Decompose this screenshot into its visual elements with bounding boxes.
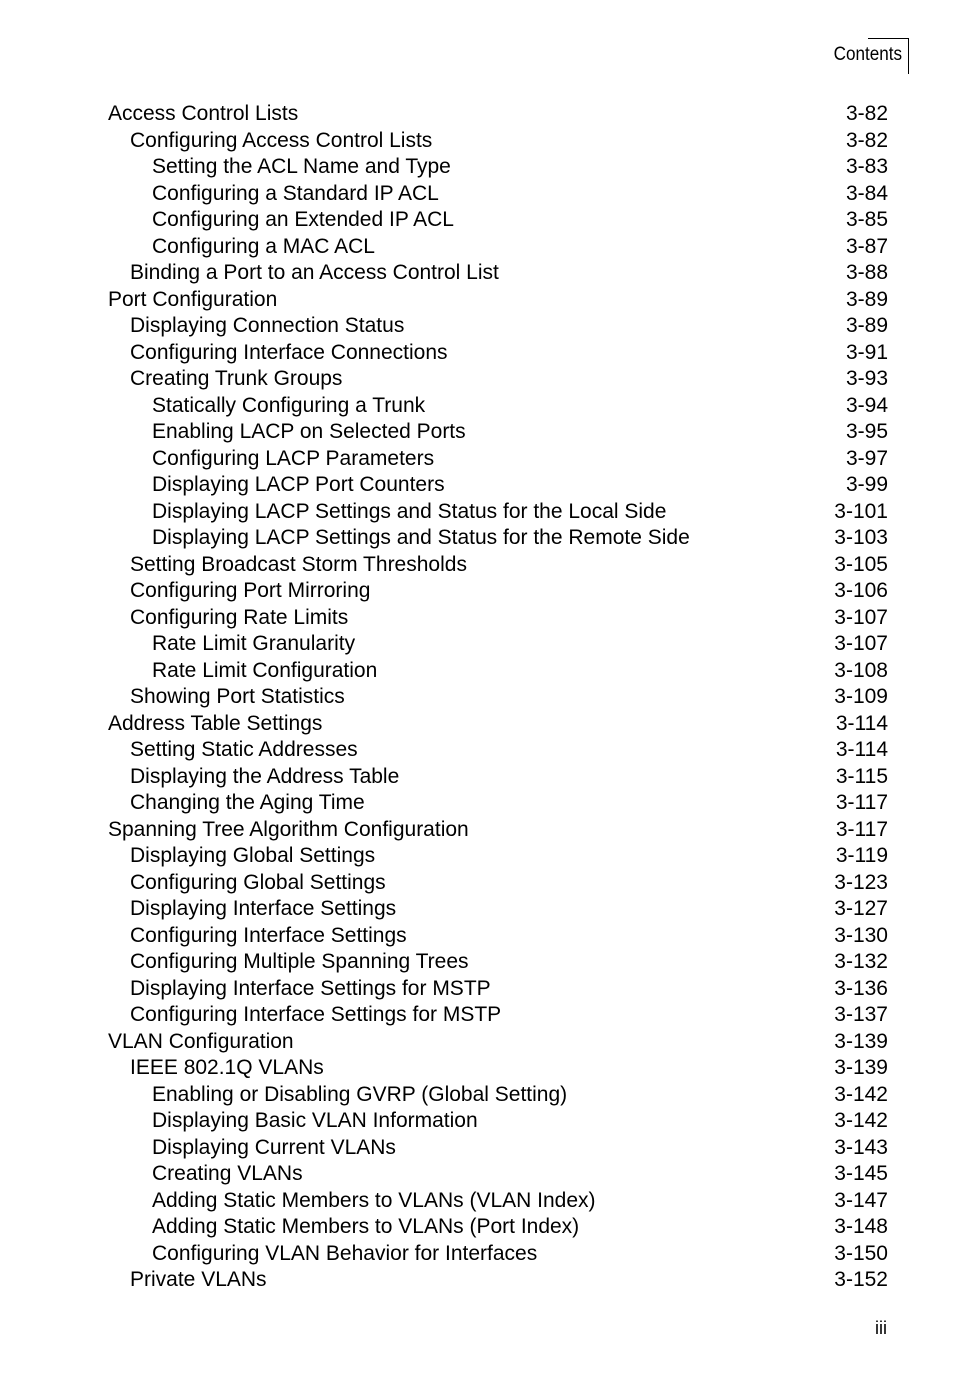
toc-entry-title: Configuring an Extended IP ACL [152, 208, 454, 231]
toc-entry-page: 3-82 [845, 102, 888, 125]
toc-entry-title: Spanning Tree Algorithm Configuration [108, 817, 469, 841]
toc-entry-title: Displaying Current VLANs [152, 1135, 396, 1159]
toc-entry-page: 3-101 [834, 499, 888, 523]
running-header: Contents [833, 44, 902, 65]
toc-entry-page: 3-119 [835, 844, 888, 867]
toc-entry-title: Displaying LACP Settings and Status for the Local Side [152, 499, 667, 523]
toc-entry[interactable] [108, 1135, 888, 1162]
toc-entry-page: 3-145 [834, 1162, 888, 1185]
toc-entry-page: 3-130 [834, 923, 888, 947]
table-of-contents [108, 101, 888, 1294]
toc-entry-page: 3-107 [834, 605, 888, 629]
toc-entry[interactable] [108, 207, 888, 234]
page-number: iii [875, 1318, 887, 1338]
toc-entry-title: Setting the ACL Name and Type [152, 155, 451, 178]
toc-entry-page: 3-93 [845, 367, 888, 390]
toc-entry-title: VLAN Configuration [108, 1029, 294, 1053]
toc-entry[interactable] [108, 340, 888, 367]
toc-entry[interactable] [108, 154, 888, 181]
toc-entry-page: 3-139 [834, 1056, 888, 1079]
toc-entry-page: 3-108 [834, 658, 888, 682]
toc-entry-page: 3-117 [835, 791, 888, 814]
toc-entry-title: Statically Configuring a Trunk [152, 393, 426, 417]
toc-entry[interactable] [108, 923, 888, 950]
toc-entry-page: 3-89 [845, 287, 888, 311]
toc-entry-page: 3-95 [845, 420, 888, 443]
toc-entry-page: 3-137 [834, 1003, 888, 1026]
toc-entry-title: Rate Limit Configuration [152, 658, 378, 682]
toc-entry-page: 3-91 [845, 340, 888, 364]
toc-entry[interactable] [108, 234, 888, 261]
toc-entry[interactable] [108, 181, 888, 208]
toc-entry-title: Showing Port Statistics [130, 685, 345, 708]
toc-entry-page: 3-83 [845, 155, 888, 178]
toc-entry-title: Private VLANs [130, 1268, 267, 1291]
toc-entry-page: 3-150 [834, 1241, 888, 1265]
toc-entry-page: 3-114 [835, 711, 888, 735]
toc-entry[interactable] [108, 287, 888, 314]
toc-entry-title: Address Table Settings [108, 711, 323, 735]
toc-entry-title: Displaying LACP Port Counters [152, 473, 445, 496]
toc-entry[interactable] [108, 737, 888, 764]
toc-entry[interactable] [108, 949, 888, 976]
toc-entry-page: 3-84 [845, 181, 888, 205]
toc-entry[interactable] [108, 313, 888, 340]
toc-entry[interactable] [108, 366, 888, 393]
toc-entry[interactable] [108, 605, 888, 632]
toc-entry-page: 3-148 [834, 1215, 888, 1238]
toc-entry[interactable] [108, 896, 888, 923]
toc-entry-title: IEEE 802.1Q VLANs [130, 1056, 324, 1079]
toc-entry-page: 3-105 [834, 552, 888, 576]
toc-entry-title: Displaying Connection Status [130, 314, 405, 337]
toc-entry-title: Port Configuration [108, 287, 278, 311]
toc-entry[interactable] [108, 1108, 888, 1135]
toc-entry[interactable] [108, 1267, 888, 1294]
toc-entry-title: Configuring Rate Limits [130, 605, 349, 629]
toc-entry-title: Changing the Aging Time [130, 791, 365, 814]
toc-entry-page: 3-132 [834, 950, 888, 973]
toc-entry-title: Binding a Port to an Access Control List [130, 261, 499, 284]
toc-entry[interactable] [108, 870, 888, 897]
toc-entry[interactable] [108, 843, 888, 870]
toc-entry-page: 3-143 [834, 1135, 888, 1159]
toc-entry[interactable] [108, 976, 888, 1003]
toc-entry-page: 3-142 [834, 1082, 888, 1106]
toc-entry-title: Creating VLANs [152, 1162, 303, 1185]
toc-entry-page: 3-103 [834, 526, 888, 549]
toc-entry-page: 3-94 [845, 393, 888, 417]
toc-entry[interactable] [108, 101, 888, 128]
toc-entry[interactable] [108, 446, 888, 473]
toc-entry[interactable] [108, 817, 888, 844]
toc-entry[interactable] [108, 1055, 888, 1082]
toc-entry-page: 3-85 [845, 208, 888, 231]
toc-entry-page: 3-117 [835, 817, 888, 841]
toc-entry-title: Configuring a MAC ACL [152, 234, 375, 258]
toc-entry[interactable] [108, 1188, 888, 1215]
toc-entry[interactable] [108, 128, 888, 155]
toc-entry-title: Displaying the Address Table [130, 764, 400, 788]
toc-entry-title: Access Control Lists [108, 102, 299, 125]
toc-entry-page: 3-127 [834, 897, 888, 920]
toc-entry[interactable] [108, 1002, 888, 1029]
toc-entry[interactable] [108, 525, 888, 552]
toc-entry-title: Enabling LACP on Selected Ports [152, 420, 466, 443]
toc-entry[interactable] [108, 1214, 888, 1241]
toc-entry[interactable] [108, 1161, 888, 1188]
toc-entry-page: 3-109 [834, 685, 888, 708]
toc-entry-title: Displaying Basic VLAN Information [152, 1109, 478, 1132]
toc-entry-page: 3-114 [835, 738, 888, 761]
toc-entry[interactable] [108, 1241, 888, 1268]
toc-entry[interactable] [108, 1082, 888, 1109]
toc-entry-page: 3-82 [845, 128, 888, 152]
toc-entry-page: 3-147 [834, 1188, 888, 1212]
toc-entry[interactable] [108, 1029, 888, 1056]
toc-entry-page: 3-142 [834, 1109, 888, 1132]
toc-entry[interactable] [108, 499, 888, 526]
header-rule-horizontal [868, 38, 909, 39]
toc-entry-title: Configuring Interface Connections [130, 340, 448, 364]
toc-entry-page: 3-152 [834, 1268, 888, 1291]
toc-entry-title: Rate Limit Granularity [152, 632, 356, 655]
toc-entry-title: Setting Static Addresses [130, 738, 358, 761]
toc-entry-page: 3-139 [834, 1029, 888, 1053]
toc-entry[interactable] [108, 260, 888, 287]
toc-entry-page: 3-115 [835, 764, 888, 788]
toc-entry-page: 3-107 [834, 632, 888, 655]
toc-entry-page: 3-136 [834, 976, 888, 1000]
toc-entry-title: Configuring Access Control Lists [130, 128, 433, 152]
toc-entry-title: Configuring Interface Settings [130, 923, 407, 947]
toc-entry-page: 3-87 [845, 234, 888, 258]
toc-entry-title: Creating Trunk Groups [130, 367, 343, 390]
header-rule-vertical [908, 38, 909, 74]
toc-entry-page: 3-106 [834, 579, 888, 602]
toc-entry-title: Displaying Interface Settings for MSTP [130, 976, 491, 1000]
toc-entry-title: Adding Static Members to VLANs (VLAN Index) [152, 1188, 596, 1212]
toc-entry[interactable] [108, 790, 888, 817]
toc-entry-title: Displaying Global Settings [130, 844, 376, 867]
toc-entry-title: Configuring LACP Parameters [152, 446, 435, 470]
toc-entry[interactable] [108, 472, 888, 499]
toc-entry[interactable] [108, 631, 888, 658]
toc-entry-page: 3-99 [845, 473, 888, 496]
toc-entry[interactable] [108, 552, 888, 579]
toc-entry-page: 3-89 [845, 314, 888, 337]
toc-entry[interactable] [108, 764, 888, 791]
toc-entry[interactable] [108, 711, 888, 738]
toc-entry-title: Enabling or Disabling GVRP (Global Setting) [152, 1082, 568, 1106]
toc-entry-title: Setting Broadcast Storm Thresholds [130, 552, 467, 576]
toc-entry-title: Configuring Interface Settings for MSTP [130, 1003, 502, 1026]
toc-entry-title: Configuring Global Settings [130, 870, 386, 894]
toc-entry[interactable] [108, 684, 888, 711]
toc-entry[interactable] [108, 419, 888, 446]
toc-entry[interactable] [108, 658, 888, 685]
toc-entry-title: Configuring VLAN Behavior for Interfaces [152, 1241, 538, 1265]
toc-entry-page: 3-88 [845, 261, 888, 284]
toc-entry-page: 3-97 [845, 446, 888, 470]
toc-entry[interactable] [108, 393, 888, 420]
toc-entry-title: Configuring a Standard IP ACL [152, 181, 439, 205]
toc-entry-title: Configuring Multiple Spanning Trees [130, 950, 469, 973]
toc-entry-page: 3-123 [834, 870, 888, 894]
toc-entry[interactable] [108, 578, 888, 605]
toc-entry-title: Displaying LACP Settings and Status for the Remote Side [152, 526, 690, 549]
toc-entry-title: Configuring Port Mirroring [130, 579, 371, 602]
toc-entry-title: Displaying Interface Settings [130, 897, 397, 920]
toc-entry-title: Adding Static Members to VLANs (Port Index) [152, 1215, 580, 1238]
